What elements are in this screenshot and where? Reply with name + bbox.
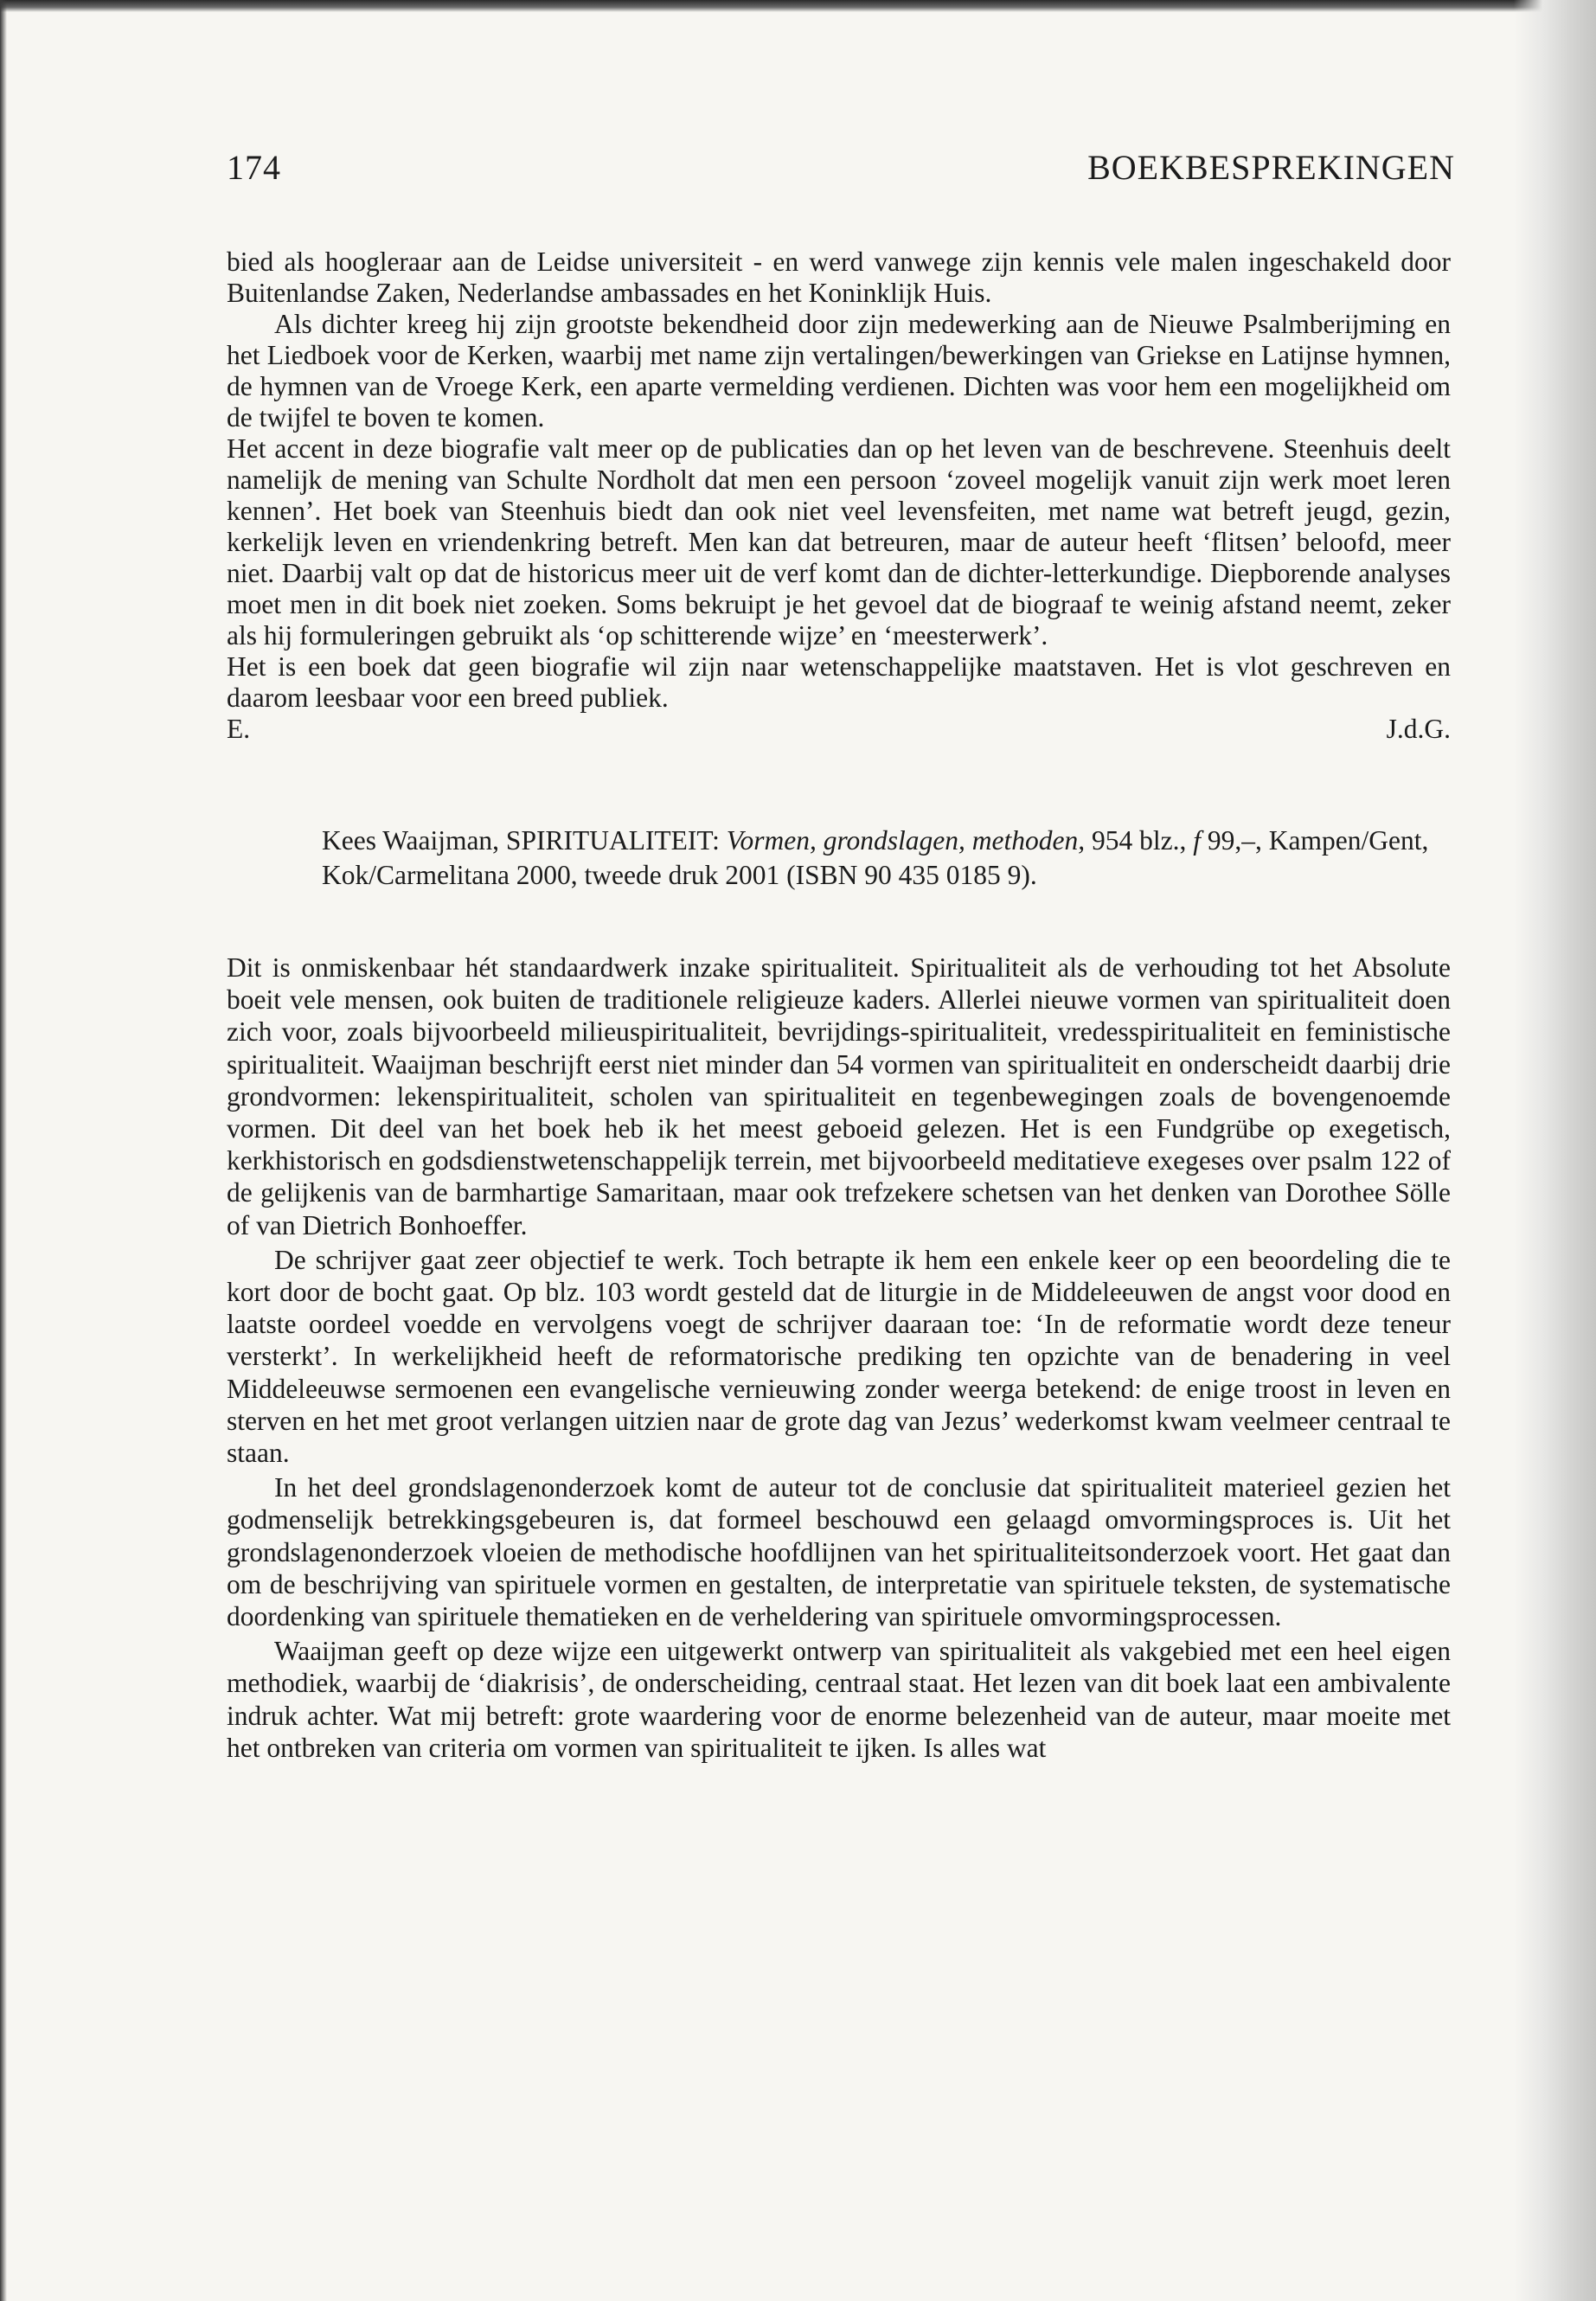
signature-author: J.d.G.: [1386, 714, 1451, 744]
paragraph: De schrijver gaat zeer objectief te werk. Toch betrapte ik hem een enkele keer op een beoordeling die te kort door de bocht gaat. Op blz. 103 wordt gesteld dat de liturgie in de Middeleeuwen de angst voor dood en laatste oordeel voedde en vervolgens voegt de schrijver daaraan toe: ‘In de reformatie wordt deze teneur versterkt’. In werkelijkheid heeft de reformatorische prediking ten opzichte van de benadering in veel Middeleeuwse sermoenen een evangelische vernieuwing zonder weerga betekend: de enige troost in leven en sterven en het met groot verlangen uitzien naar de grote dag van Jezus’ wederkomst kwam veelmeer centraal te staan.: [227, 1244, 1451, 1469]
page-header: [227, 147, 1455, 199]
citation-price: 99,–, Kampen/Gent, Kok/Carmelitana 2000, tweede druk 2001 (ISBN 90 435 0185 9).: [322, 825, 1429, 890]
paragraph: Als dichter kreeg hij zijn grootste bekendheid door zijn medewerking aan de Nieuwe Psalmberijming en het Liedboek voor de Kerken, waarbij met name zijn vertalingen/bewerkingen van Griekse en Latijnse hymnen, de hymnen van de Vroege Kerk, een aparte vermelding verdienen. Dichten was voor hem een mogelijkheid om de twijfel te boven te komen.: [227, 309, 1451, 433]
citation-details: 954 blz.,: [1085, 825, 1194, 856]
citation-author: Kees Waaijman, SPIRITUALITEIT:: [322, 825, 727, 856]
paragraph: In het deel grondslagenonderzoek komt de auteur tot de conclusie dat spiritualiteit materieel gezien het godmenselijk betrekkingsgebeuren is, dat formeel beschouwd een gelaagd omvormingsproces is. Uit het grondslagenonderzoek vloeien de methodische hoofdlijnen van het spiritualiteitsonderzoek voort. Het gaat dan om de beschrijving van spirituele vormen en gestalten, de interpretatie van spirituele teksten, de systematische doordenking van spirituele thematieken en de verheldering van spirituele omvormingsprocessen.: [227, 1472, 1451, 1632]
scan-left-edge: [0, 0, 7, 2301]
review-signature: [227, 714, 1451, 748]
book-citation: [322, 824, 1451, 893]
page-number: 174: [227, 148, 281, 187]
signature-initial: E.: [227, 714, 251, 744]
paragraph: Het is een boek dat geen biografie wil zijn naar wetenschappelijke maatstaven. Het is vlot geschreven en daarom leesbaar voor een breed publiek.: [227, 651, 1451, 713]
running-title: BOEKBESPREKINGEN: [1087, 148, 1455, 187]
paragraph: Waaijman geeft op deze wijze een uitgewerkt ontwerp van spiritualiteit als vakgebied met een heel eigen methodiek, waarbij de ‘diakrisis’, de onderscheiding, centraal staat. Het lezen van dit boek laat een ambivalente indruk achter. Wat mij betreft: grote waardering voor de enorme belezenheid van de auteur, maar moeite met het ontbreken van criteria om vormen van spiritualiteit te ijken. Is alles wat: [227, 1636, 1451, 1763]
page-body: [227, 247, 1451, 1764]
paragraph: bied als hoogleraar aan de Leidse universiteit - en werd vanwege zijn kennis vele malen ingeschakeld door Buitenlandse Zaken, Nederlandse ambassades en het Koninklijk Huis.: [227, 247, 1451, 308]
citation-currency: f: [1193, 825, 1201, 856]
review-steenhuis: [227, 247, 1451, 748]
citation-title: Vormen, grondslagen, methoden,: [726, 825, 1086, 856]
binding-shadow: [1514, 0, 1596, 2301]
review-waaijman: [227, 952, 1451, 1764]
paragraph: Het accent in deze biografie valt meer op de publicaties dan op het leven van de beschrevene. Steenhuis deelt namelijk de mening van Schulte Nordholt dat men een persoon ‘zoveel mogelijk vanuit zijn werk moet leren kennen’. Het boek van Steenhuis biedt dan ook niet veel levensfeiten, met name wat betreft jeugd, gezin, kerkelijk leven en vriendenkring betreft. Men kan dat betreuren, maar de auteur heeft ‘flitsen’ beloofd, meer niet. Daarbij valt op dat de historicus meer uit de verf komt dan de dichter-letterkundige. Diepborende analyses moet men in dit boek niet zoeken. Soms bekruipt je het gevoel dat de biograaf te weinig afstand neemt, zeker als hij formuleringen gebruikt als ‘op schitterende wijze’ en ‘meesterwerk’.: [227, 433, 1451, 651]
paragraph: Dit is onmiskenbaar hét standaardwerk inzake spiritualiteit. Spiritualiteit als de verhouding tot het Absolute boeit vele mensen, ook buiten de traditionele religieuze kaders. Allerlei nieuwe vormen van spiritualiteit doen zich voor, zoals bijvoorbeeld milieuspiritualiteit, bevrijdings-spiritualiteit, vredesspiritualiteit en feministische spiritualiteit. Waaijman beschrijft eerst niet minder dan 54 vormen van spiritualiteit en onderscheidt daarbij drie grondvormen: lekenspiritualiteit, scholen van spiritualiteit en tegenbewegingen zoals de bovengenoemde vormen. Dit deel van het boek heb ik het meest geboeid gelezen. Het is een Fundgrübe op exegetisch, kerkhistorisch en godsdienstwetenschappelijk terrein, met bijvoorbeeld meditatieve exegeses over psalm 122 of de gelijkenis van de barmhartige Samaritaan, maar ook trefzekere schetsen van het denken van Dorothee Sölle of van Dietrich Bonhoeffer.: [227, 952, 1451, 1240]
scan-top-edge: [0, 0, 1596, 12]
